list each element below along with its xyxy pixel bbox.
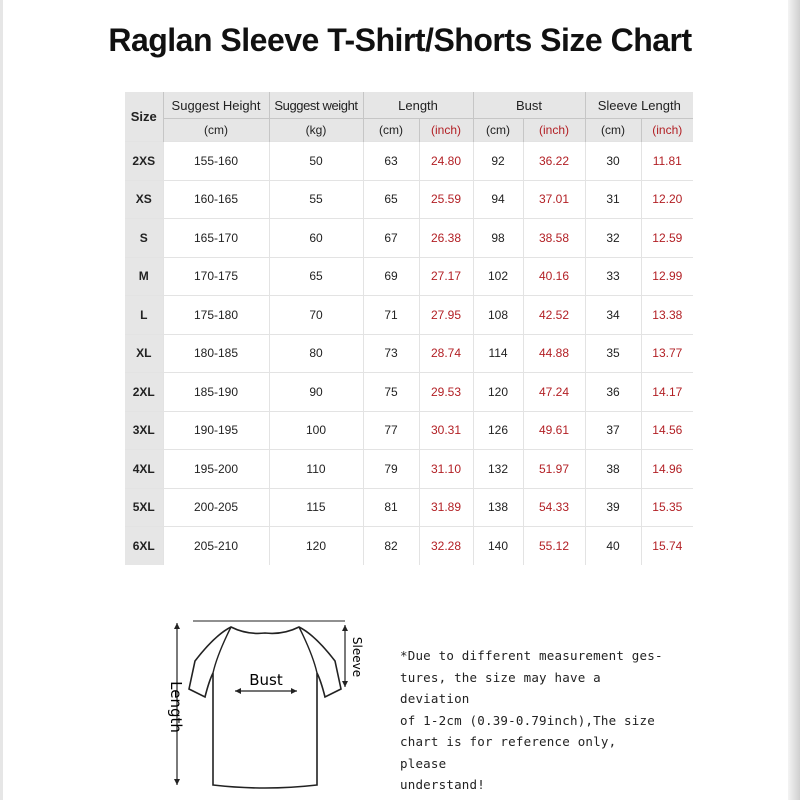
- cell-size: XS: [125, 180, 163, 219]
- cell-sleeve-cm: 34: [585, 296, 641, 335]
- table-row: [125, 373, 693, 412]
- unit-weight: (kg): [269, 119, 363, 142]
- cell-length-inch: 24.80: [419, 142, 473, 181]
- cell-sleeve-cm: 37: [585, 411, 641, 450]
- cell-height: 170-175: [163, 257, 269, 296]
- cell-bust-inch: 51.97: [523, 450, 585, 489]
- header-length: Length: [363, 92, 473, 119]
- cell-bust-cm: 92: [473, 142, 523, 181]
- cell-length-inch: 28.74: [419, 334, 473, 373]
- table-row: [125, 450, 693, 489]
- cell-weight: 50: [269, 142, 363, 181]
- table-row: [125, 180, 693, 219]
- cell-height: 200-205: [163, 488, 269, 527]
- cell-size: S: [125, 219, 163, 258]
- cell-sleeve-cm: 39: [585, 488, 641, 527]
- cell-sleeve-cm: 40: [585, 527, 641, 565]
- cell-weight: 80: [269, 334, 363, 373]
- cell-sleeve-inch: 15.74: [641, 527, 693, 565]
- cell-sleeve-inch: 12.59: [641, 219, 693, 258]
- cell-bust-inch: 49.61: [523, 411, 585, 450]
- cell-weight: 110: [269, 450, 363, 489]
- cell-weight: 65: [269, 257, 363, 296]
- cell-size: 3XL: [125, 411, 163, 450]
- cell-bust-cm: 140: [473, 527, 523, 565]
- sleeve-label: Sleeve: [350, 636, 364, 678]
- cell-sleeve-cm: 33: [585, 257, 641, 296]
- header-height: Suggest Height: [163, 92, 269, 119]
- table-row: [125, 527, 693, 565]
- cell-sleeve-cm: 35: [585, 334, 641, 373]
- cell-height: 165-170: [163, 219, 269, 258]
- header-size: Size: [125, 92, 163, 142]
- cell-length-cm: 63: [363, 142, 419, 181]
- cell-length-cm: 79: [363, 450, 419, 489]
- cell-sleeve-cm: 36: [585, 373, 641, 412]
- cell-length-inch: 31.89: [419, 488, 473, 527]
- cell-weight: 120: [269, 527, 363, 565]
- cell-sleeve-inch: 13.38: [641, 296, 693, 335]
- cell-height: 185-190: [163, 373, 269, 412]
- cell-size: 6XL: [125, 527, 163, 565]
- unit-length-cm: (cm): [363, 119, 419, 142]
- tshirt-measurement-diagram: [165, 615, 375, 795]
- cell-length-cm: 65: [363, 180, 419, 219]
- cell-size: 2XL: [125, 373, 163, 412]
- cell-bust-inch: 47.24: [523, 373, 585, 412]
- cell-sleeve-cm: 32: [585, 219, 641, 258]
- cell-bust-cm: 138: [473, 488, 523, 527]
- table-row: [125, 296, 693, 335]
- unit-bust-inch: (inch): [523, 119, 585, 142]
- cell-length-inch: 29.53: [419, 373, 473, 412]
- cell-sleeve-inch: 13.77: [641, 334, 693, 373]
- cell-length-inch: 26.38: [419, 219, 473, 258]
- unit-sleeve-inch: (inch): [641, 119, 693, 142]
- cell-size: 5XL: [125, 488, 163, 527]
- cell-length-cm: 75: [363, 373, 419, 412]
- header-bust: Bust: [473, 92, 585, 119]
- cell-sleeve-inch: 14.96: [641, 450, 693, 489]
- cell-weight: 115: [269, 488, 363, 527]
- cell-bust-cm: 108: [473, 296, 523, 335]
- cell-sleeve-cm: 30: [585, 142, 641, 181]
- header-weight: Suggest weight: [269, 92, 363, 119]
- cell-length-cm: 77: [363, 411, 419, 450]
- cell-length-cm: 69: [363, 257, 419, 296]
- cell-length-inch: 27.17: [419, 257, 473, 296]
- cell-sleeve-inch: 12.99: [641, 257, 693, 296]
- table-row: [125, 488, 693, 527]
- cell-height: 205-210: [163, 527, 269, 565]
- cell-bust-inch: 54.33: [523, 488, 585, 527]
- page-left-edge: [0, 0, 3, 800]
- cell-height: 180-185: [163, 334, 269, 373]
- cell-length-cm: 71: [363, 296, 419, 335]
- cell-height: 190-195: [163, 411, 269, 450]
- unit-length-inch: (inch): [419, 119, 473, 142]
- cell-sleeve-inch: 15.35: [641, 488, 693, 527]
- cell-bust-cm: 94: [473, 180, 523, 219]
- table-header-row: [125, 92, 693, 119]
- cell-bust-inch: 36.22: [523, 142, 585, 181]
- cell-sleeve-inch: 11.81: [641, 142, 693, 181]
- cell-sleeve-inch: 12.20: [641, 180, 693, 219]
- cell-length-inch: 32.28: [419, 527, 473, 565]
- unit-bust-cm: (cm): [473, 119, 523, 142]
- cell-bust-cm: 132: [473, 450, 523, 489]
- table-row: [125, 411, 693, 450]
- cell-bust-inch: 44.88: [523, 334, 585, 373]
- cell-weight: 60: [269, 219, 363, 258]
- table-row: [125, 142, 693, 181]
- table-row: [125, 334, 693, 373]
- cell-sleeve-inch: 14.17: [641, 373, 693, 412]
- cell-size: L: [125, 296, 163, 335]
- cell-length-cm: 73: [363, 334, 419, 373]
- table-units-row: [125, 119, 693, 142]
- cell-length-cm: 67: [363, 219, 419, 258]
- length-label: Length: [167, 681, 185, 733]
- cell-height: 160-165: [163, 180, 269, 219]
- cell-height: 155-160: [163, 142, 269, 181]
- cell-length-inch: 25.59: [419, 180, 473, 219]
- cell-size: 4XL: [125, 450, 163, 489]
- cell-length-inch: 27.95: [419, 296, 473, 335]
- cell-size: XL: [125, 334, 163, 373]
- cell-length-cm: 82: [363, 527, 419, 565]
- unit-height: (cm): [163, 119, 269, 142]
- cell-weight: 100: [269, 411, 363, 450]
- cell-bust-cm: 114: [473, 334, 523, 373]
- cell-bust-inch: 55.12: [523, 527, 585, 565]
- cell-bust-inch: 42.52: [523, 296, 585, 335]
- chart-title: Raglan Sleeve T-Shirt/Shorts Size Chart: [108, 22, 692, 58]
- header-sleeve: Sleeve Length: [585, 92, 693, 119]
- bust-label: Bust: [249, 671, 283, 689]
- cell-length-cm: 81: [363, 488, 419, 527]
- cell-bust-inch: 37.01: [523, 180, 585, 219]
- note-line: chart is for reference only, please: [400, 734, 617, 771]
- cell-weight: 70: [269, 296, 363, 335]
- cell-length-inch: 31.10: [419, 450, 473, 489]
- note-line: *Due to different measurement ges-: [400, 648, 663, 663]
- cell-bust-inch: 40.16: [523, 257, 585, 296]
- page-right-edge: [788, 0, 800, 800]
- table-row: [125, 219, 693, 258]
- cell-sleeve-inch: 14.56: [641, 411, 693, 450]
- cell-size: 2XS: [125, 142, 163, 181]
- table-row: [125, 257, 693, 296]
- cell-bust-inch: 38.58: [523, 219, 585, 258]
- cell-sleeve-cm: 31: [585, 180, 641, 219]
- measurement-note: [400, 645, 665, 796]
- unit-sleeve-cm: (cm): [585, 119, 641, 142]
- cell-height: 195-200: [163, 450, 269, 489]
- note-line: understand!: [400, 777, 485, 792]
- cell-weight: 90: [269, 373, 363, 412]
- cell-bust-cm: 102: [473, 257, 523, 296]
- cell-bust-cm: 98: [473, 219, 523, 258]
- cell-length-inch: 30.31: [419, 411, 473, 450]
- cell-bust-cm: 126: [473, 411, 523, 450]
- tshirt-outline: [189, 627, 341, 788]
- cell-bust-cm: 120: [473, 373, 523, 412]
- size-table: [125, 92, 693, 565]
- note-line: tures, the size may have a deviation: [400, 669, 601, 706]
- cell-sleeve-cm: 38: [585, 450, 641, 489]
- cell-height: 175-180: [163, 296, 269, 335]
- cell-weight: 55: [269, 180, 363, 219]
- note-line: of 1-2cm (0.39-0.79inch),The size: [400, 712, 655, 728]
- cell-size: M: [125, 257, 163, 296]
